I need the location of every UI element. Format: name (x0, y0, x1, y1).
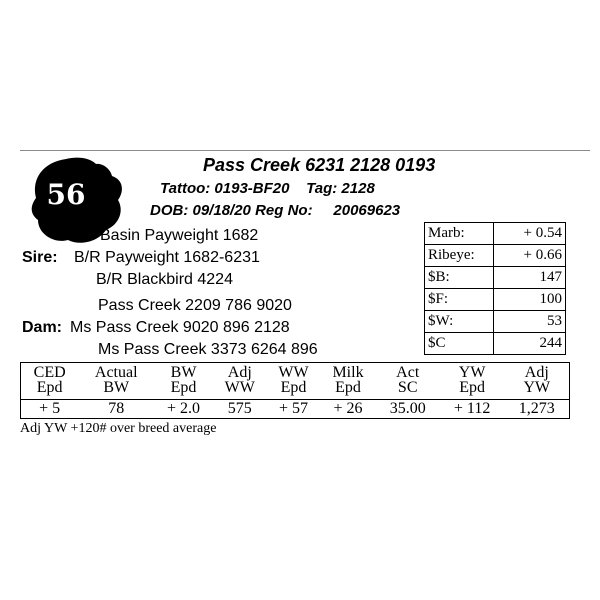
sire-sire: Basin Payweight 1682 (100, 227, 259, 244)
reg-label: Reg No: (255, 202, 313, 219)
index-table (424, 222, 566, 355)
dob-line (150, 202, 400, 219)
index-row (425, 333, 566, 355)
tattoo-line (160, 180, 375, 197)
dam-name: Ms Pass Creek 9020 896 2128 (70, 319, 290, 336)
sire-name: B/R Payweight 1682-6231 (74, 249, 260, 266)
index-row (425, 289, 566, 311)
epd-header: Adj YW (505, 363, 570, 400)
index-label: $F: (425, 289, 494, 311)
index-value: + 0.66 (494, 245, 566, 267)
index-row (425, 223, 566, 245)
footnote: Adj YW +120# over breed average (20, 421, 217, 436)
epd-values-row (21, 400, 570, 419)
lot-number: 56 (46, 178, 86, 211)
epd-header: CED Epd (21, 363, 79, 400)
epd-header: Act SC (376, 363, 440, 400)
epd-value: + 5 (39, 400, 61, 417)
epd-header: Milk Epd (320, 363, 375, 400)
epd-header: YW Epd (440, 363, 505, 400)
index-value: 100 (494, 289, 566, 311)
epd-value: 35.00 (389, 400, 426, 417)
epd-header-row (21, 363, 570, 400)
epd-header: BW Epd (154, 363, 213, 400)
epd-value: 575 (227, 400, 252, 417)
index-value: 53 (494, 311, 566, 333)
index-value: 147 (494, 267, 566, 289)
epd-header: WW Epd (267, 363, 321, 400)
tag: Tag: 2128 (306, 180, 375, 197)
epd-value: + 2.0 (167, 400, 201, 417)
animal-name: Pass Creek 6231 2128 0193 (203, 155, 436, 175)
tattoo: Tattoo: 0193-BF20 (160, 180, 290, 197)
epd-value: + 26 (333, 400, 363, 417)
top-divider (20, 150, 590, 151)
index-label: $C (425, 333, 494, 355)
index-value: 244 (494, 333, 566, 355)
dam-sire: Pass Creek 2209 786 9020 (98, 297, 292, 314)
dob: DOB: 09/18/20 (150, 202, 251, 219)
epd-value: + 112 (453, 400, 491, 417)
index-value: + 0.54 (494, 223, 566, 245)
index-label: Marb: (425, 223, 494, 245)
index-label: Ribeye: (425, 245, 494, 267)
index-label: $W: (425, 311, 494, 333)
epd-header: Actual BW (78, 363, 154, 400)
index-row (425, 311, 566, 333)
epd-header: Adj WW (213, 363, 267, 400)
sire-label: Sire: (22, 249, 58, 266)
reg-number: 20069623 (333, 202, 401, 219)
epd-table (20, 362, 570, 419)
dam-label: Dam: (22, 319, 63, 336)
epd-value: 78 (108, 400, 125, 417)
epd-value: 1,273 (518, 400, 555, 417)
sire-dam: B/R Blackbird 4224 (96, 271, 233, 288)
dam-dam: Ms Pass Creek 3373 6264 896 (98, 341, 318, 358)
index-row (425, 267, 566, 289)
epd-value: + 57 (278, 400, 308, 417)
index-row (425, 245, 566, 267)
index-label: $B: (425, 267, 494, 289)
